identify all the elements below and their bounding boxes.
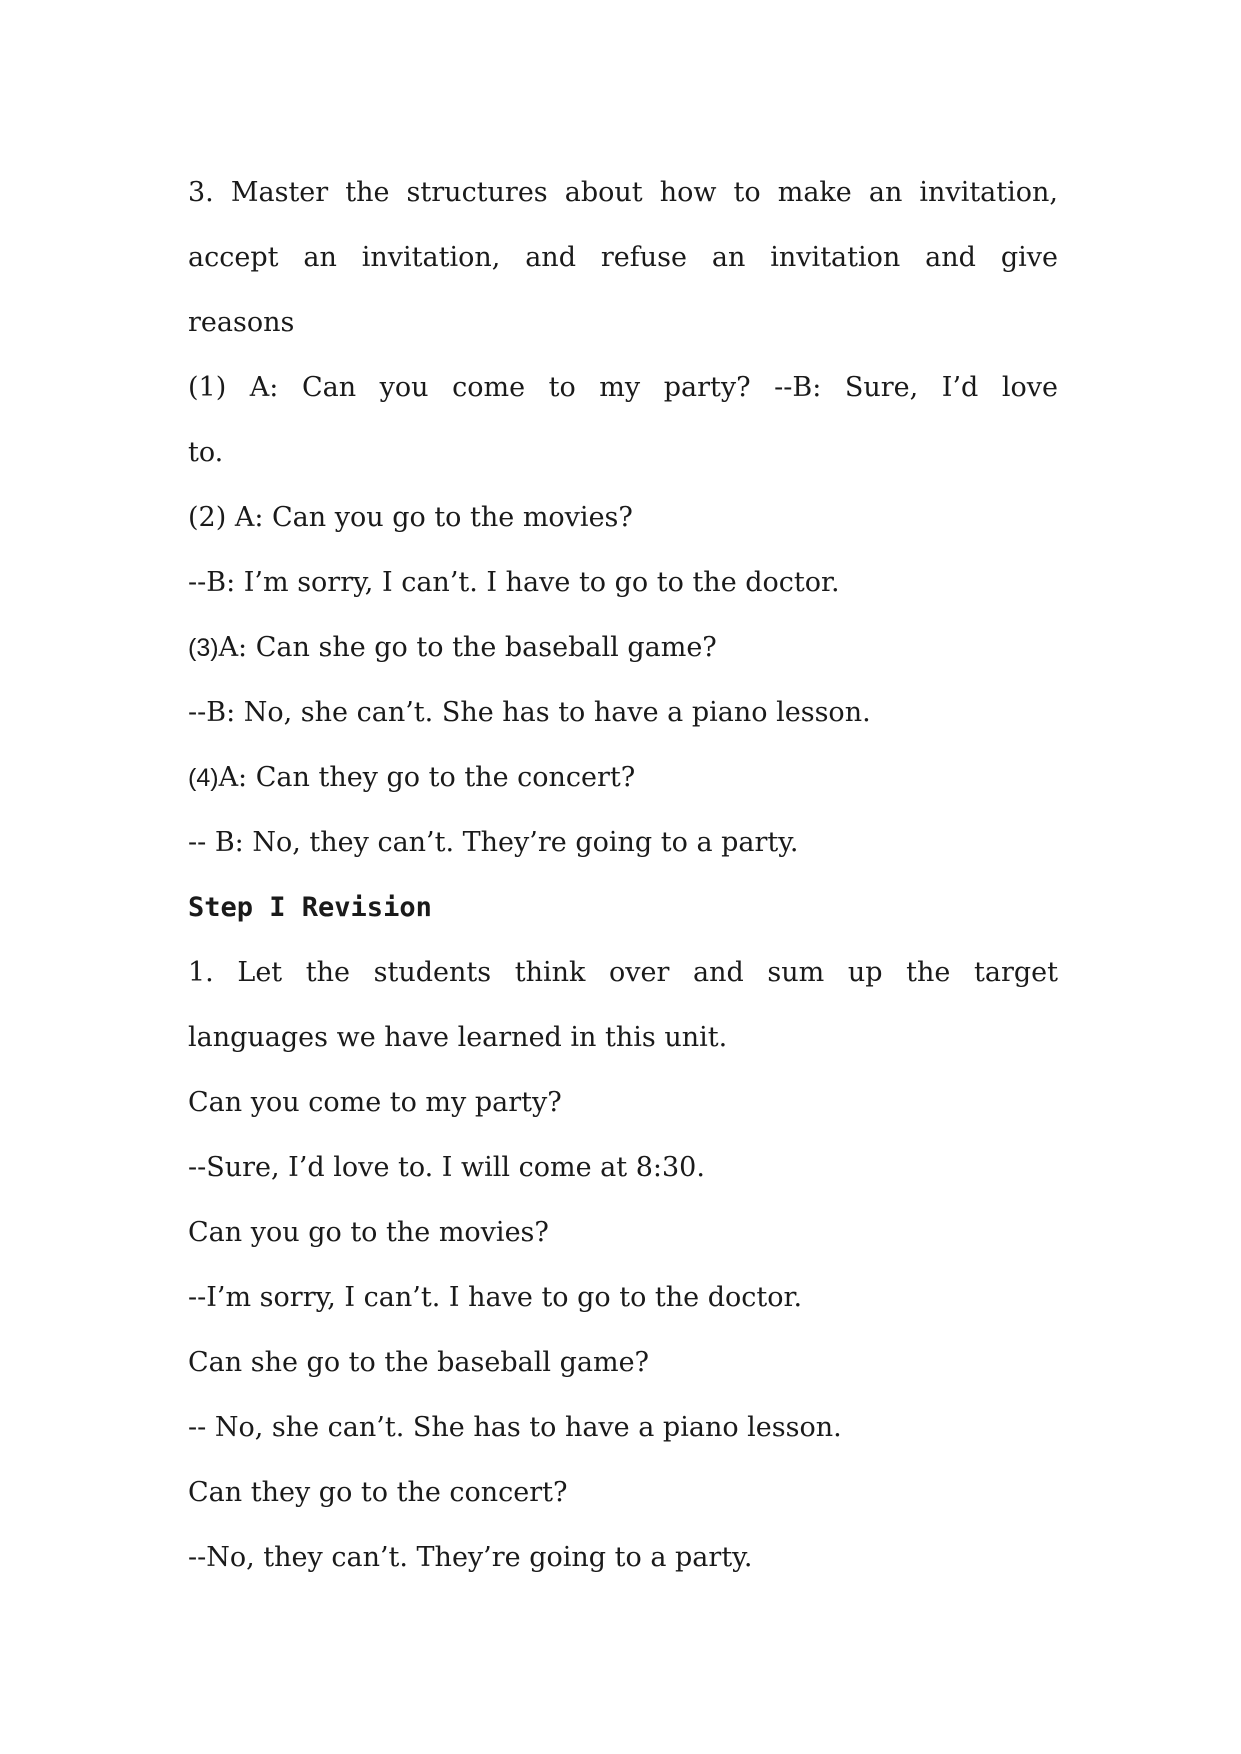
document-body [188,160,1058,1590]
dialog-line: Can you come to my party? [188,1087,562,1118]
item2-answer: --B: I’m sorry, I can’t. I have to go to the doctor. [188,567,840,598]
item3-question [188,615,1058,680]
step1-heading: Step I Revision [188,892,432,923]
section3-line2: accept an invitation, and refuse an invitation and give [188,242,1058,273]
dialog-line: -- No, she can’t. She has to have a piano lesson. [188,1412,842,1443]
section3-line1: 3. Master the structures about how to make an invitation, [188,177,1058,208]
item1-line1: (1) A: Can you come to my party? --B: Sure, I’d love [188,372,1058,403]
dialog-line: --No, they can’t. They’re going to a party. [188,1542,753,1573]
step1-point1-line1: 1. Let the students think over and sum up the target [188,957,1058,988]
dialog-line: --Sure, I’d love to. I will come at 8:30. [188,1152,705,1183]
item2-question: (2) A: Can you go to the movies? [188,502,633,533]
item4-number: (4) [188,764,219,792]
item3-question-text: A: Can she go to the baseball game? [218,632,717,663]
dialog-line: Can you go to the movies? [188,1217,549,1248]
item3-answer: --B: No, she can’t. She has to have a piano lesson. [188,697,871,728]
item3-number: (3) [188,634,219,662]
item1-line2: to. [188,437,224,468]
section3-line3: reasons [188,307,295,338]
item4-question-text: A: Can they go to the concert? [218,762,636,793]
dialog-line: Can she go to the baseball game? [188,1347,650,1378]
step1-point1-line2: languages we have learned in this unit. [188,1022,728,1053]
item4-question [188,745,1058,810]
item4-answer: -- B: No, they can’t. They’re going to a party. [188,827,799,858]
dialog-line: --I’m sorry, I can’t. I have to go to the doctor. [188,1282,803,1313]
dialog-line: Can they go to the concert? [188,1477,568,1508]
